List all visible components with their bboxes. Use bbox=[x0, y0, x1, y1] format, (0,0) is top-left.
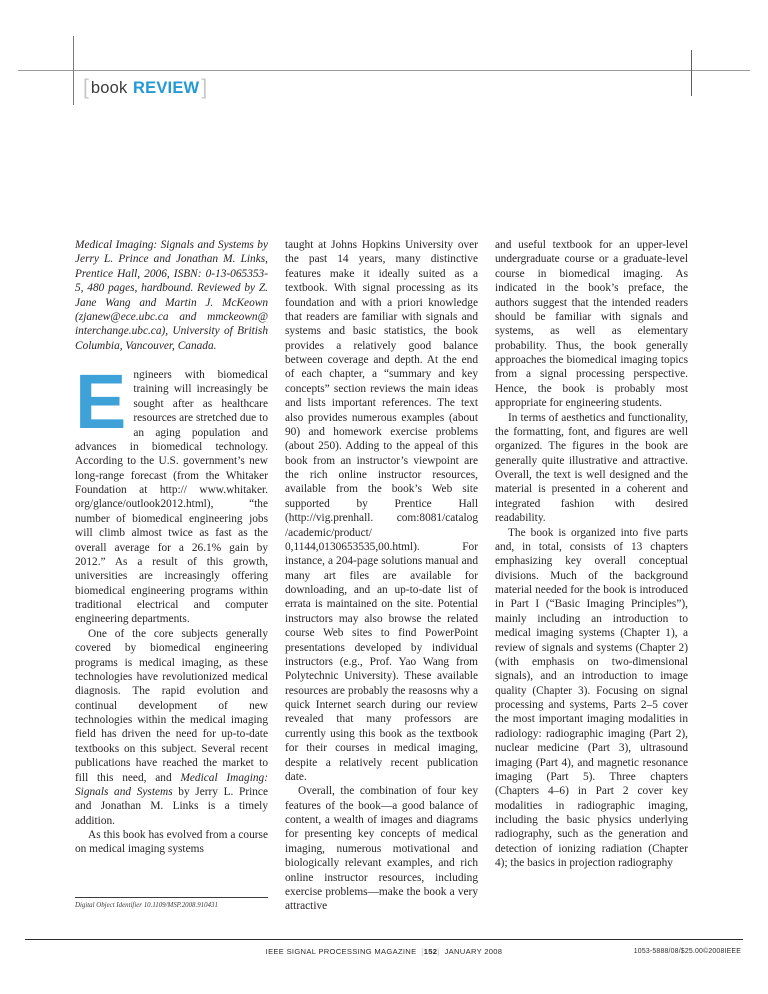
paragraph-taught-at-jhu: taught at Johns Hopkins University over the past 14 years, many distinctive features make it ideally suited as a textbook. With signal processing as its foundation and with a priori knowledge that readers are familiar with signals and systems and basic statistics, the book provides a relatively good balance between coverage and depth. At the end of each chapter, a “summary and key concepts” section reviews the main ideas and lists important references. The text also provides numerous examples (about 90) and homework exercise problems (about 250). Adding to the appeal of this book from an instructor’s viewpoint are the rich online instructor resources, available from the book’s Web site supported by Prentice Hall (http://vig.prenhall. com:8081/catalog /academic/product/ 0,1144,0130653535,00.html). For instance, a 204-page solutions manual and many art files are available for downloading, and an up-to-date list of errata is maintained on the site. Potential instructors may also browse the related course Web sites to find PowerPoint presentations developed by individual instructors (e.g., Prof. Yao Wang from Polytechnic University). These available resources are probably the reasosns why a quick Internet search during our review revealed that many professors are currently using this book as the textbook for their courses in medical imaging, despite a relatively recent publication date. bbox=[285, 239, 478, 783]
left-crop-tick bbox=[73, 36, 74, 105]
paragraph-as-this-book: As this book has evolved from a course on medical imaging systems bbox=[75, 829, 268, 856]
footer-page-number: 152 bbox=[423, 947, 438, 956]
footer-issue-date: JANUARY 2008 bbox=[444, 947, 503, 956]
paragraph-overall-combination: Overall, the combination of four key features of the book—a good balance of content, a wealth of images and diagrams for presenting key concepts of medical imaging, numerous motivational and biologically relevant examples, and rich online instructor resources, including exercise problems—make the book a very attractive bbox=[285, 785, 478, 913]
column-3 bbox=[495, 238, 688, 934]
footer-page-bracket-left: [ bbox=[421, 947, 424, 956]
book-citation-paragraph: Medical Imaging: Signals and Systems by Jerry L. Prince and Jonathan M. Links, Prentice Hall, 2006, ISBN: 0-13-065353-5, 480 pages, hardbound. Reviewed by Z. Jane Wang and Martin J. McKeown (zjanew@ece.ubc.ca and mmckeown@ interchange.ubc.ca), University of British Columbia, Vancouver, Canada. bbox=[75, 239, 268, 352]
footer-copyright: 1053-5888/08/$25.00©2008IEEE bbox=[633, 948, 741, 955]
header-bracket-right: ] bbox=[201, 76, 208, 99]
header-bracket-left: [ bbox=[83, 76, 89, 99]
right-crop-tick bbox=[691, 50, 692, 96]
dropcap-letter: E bbox=[75, 359, 127, 445]
header-word-review: REVIEW bbox=[133, 79, 200, 97]
section-header bbox=[83, 75, 207, 100]
column-1 bbox=[75, 238, 268, 934]
paragraph-engineers bbox=[75, 359, 268, 627]
paragraph-core-subjects-seg1: One of the core subjects generally covered by biomedical engineering programs is medical imaging, as these technologies have revolutionized medical diagnosis. The rapid evolution and continual development of new technologies within the medical imaging field has driven the need for up-to-date textbooks on this subject. Several recent publications have reached the market to fill this need, and bbox=[75, 627, 268, 784]
doi-footnote: Digital Object Identifier 10.1109/MSP.2008.910431 bbox=[75, 897, 268, 910]
column-2 bbox=[285, 238, 478, 934]
header-word-book: book bbox=[90, 79, 128, 97]
footer-journal-name: IEEE SIGNAL PROCESSING MAGAZINE bbox=[265, 947, 417, 956]
footer-page-bracket-right: ] bbox=[437, 947, 440, 956]
paragraph-core-subjects bbox=[75, 627, 268, 828]
paragraph-engineers-text: ngineers with biomedical training will increasingly be sought after as healthcare resources are stretched due to an aging population and advances in biomedical technology. According to the U.S. government’s new long-range forecast (from the Whitaker Foundation at http:// www.whitaker. org/glance/outlook2012.html), “the number of biomedical engineering jobs will climb almost twice as fast as the overall average for a 26.1% gain by 2012.” As a result of this growth, universities are increasingly offering biomedical engineering programs within traditional electrical and computer engineering departments. bbox=[75, 369, 268, 626]
footer-rule bbox=[25, 939, 743, 940]
paragraph-aesthetics: In terms of aesthetics and functionality, the formatting, font, and figures are well organized. The figures in the book are generally quite illustrative and attractive. Overall, the text is well designed and the material is presented in a coherent and integrated fashion with desired readability. bbox=[495, 411, 688, 525]
book-title-italic: Medical Imaging: Signals and Systems bbox=[75, 771, 268, 798]
top-horizontal-rule bbox=[18, 70, 750, 71]
paragraph-useful-textbook: and useful textbook for an upper-level undergraduate course or a graduate-level course in biomedical imaging. As indicated in the book’s preface, the authors suggest that the intended readers should be familiar with signals and systems, as well as elementary probability. Thus, the book generally approaches the biomedical imaging topics from a signal processing perspective. Hence, the book is probably most appropriate for engineering students. bbox=[495, 239, 688, 410]
paragraph-core-subjects-seg3: by Jerry L. Prince and Jonathan M. Links is a timely addition. bbox=[75, 785, 268, 827]
paragraph-book-organization: The book is organized into five parts and, in total, consists of 13 chapters emphasizing key overall conceptual divisions. Much of the background material needed for the book is introduced in Part I (“Basic Imaging Principles”), mainly including an introduction to medical imaging systems (Chapter 1), a review of signals and systems (Chapter 2) (with emphasis on two-dimensional signals), and an introduction to image quality (Chapter 3). Focusing on signal processing and systems, Parts 2–5 cover the most important imaging modalities in radiology: radiographic imaging (Part 2), nuclear medicine (Part 3), ultrasound imaging (Part 4), and magnetic resonance imaging (Part 5). Three chapters (Chapters 4–6) in Part 2 cover key modalities in radiographic imaging, including the basic physics underlying radiography, such as the generation and detection of ionizing radiation (Chapter 4); the basics in projection radiography bbox=[495, 526, 688, 870]
